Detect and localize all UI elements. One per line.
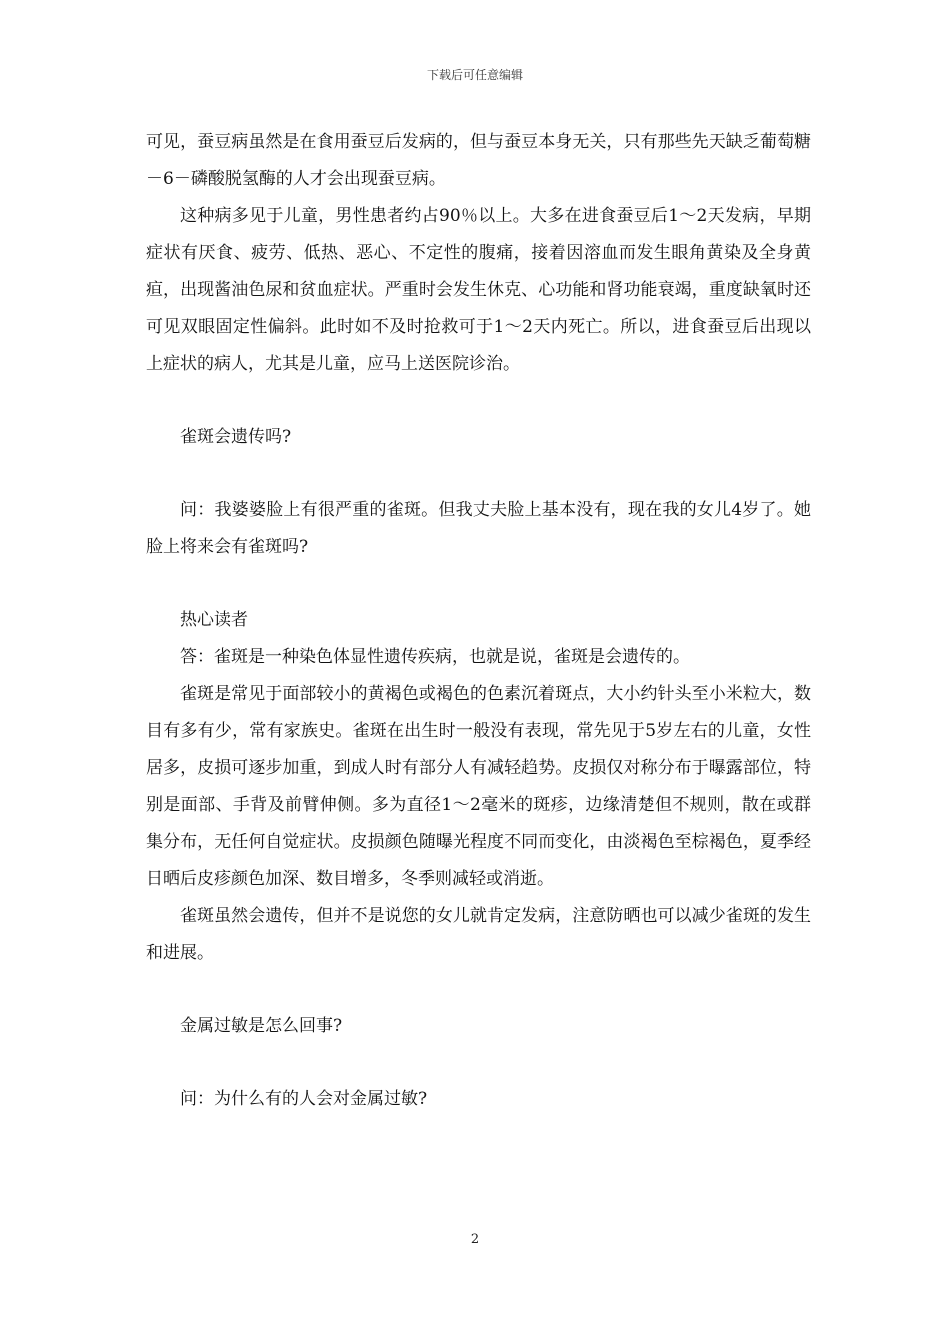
paragraph-favism-cause: 可见，蚕豆病虽然是在食用蚕豆后发病的，但与蚕豆本身无关，只有那些先天缺乏葡萄糖－6－磷酸脱氢酶的人才会出现蚕豆病。 xyxy=(146,132,811,189)
paragraph-favism-symptoms: 这种病多见于儿童，男性患者约占90％以上。大多在进食蚕豆后1～2天发病，早期症状有厌食、疲劳、低热、恶心、不定性的腹痛，接着因溶血而发生眼角黄染及全身黄疸，出现酱油色尿和贫血症状。严重时会发生休克、心功能和肾功能衰竭，重度缺氧时还可见双眼固定性偏斜。此时如不及时抢救可于1～2天内死亡。所以，进食蚕豆后出现以上症状的病人，尤其是儿童，应马上送医院诊治。 xyxy=(146,206,811,374)
reader-signature: 热心读者 xyxy=(180,610,248,630)
document-body xyxy=(146,124,811,1118)
heading-freckles-heredity: 雀斑会遗传吗? xyxy=(180,427,292,447)
heading-metal-allergy: 金属过敏是怎么回事? xyxy=(180,1016,343,1036)
paragraph-freckles-description: 雀斑是常见于面部较小的黄褐色或褐色的色素沉着斑点，大小约针头至小米粒大，数目有多有少，常有家族史。雀斑在出生时一般没有表现，常先见于5岁左右的儿童，女性居多，皮损可逐步加重，到成人时有部分人有减轻趋势。皮损仅对称分布于曝露部位，特别是面部、手背及前臂伸侧。多为直径1～2毫米的斑疹，边缘清楚但不规则，散在或群集分布，无任何自觉症状。皮损颜色随曝光程度不同而变化，由淡褐色至棕褐色，夏季经日晒后皮疹颜色加深、数目增多，冬季则减轻或消逝。 xyxy=(146,684,811,889)
question-freckles: 问：我婆婆脸上有很严重的雀斑。但我丈夫脸上基本没有，现在我的女儿4岁了。她脸上将来会有雀斑吗? xyxy=(146,500,811,557)
answer-freckles: 答：雀斑是一种染色体显性遗传疾病，也就是说，雀斑是会遗传的。 xyxy=(180,647,690,667)
page-number: 2 xyxy=(470,1232,480,1247)
question-metal-allergy: 问：为什么有的人会对金属过敏? xyxy=(180,1089,428,1109)
page-header: 下载后可任意编辑 xyxy=(426,68,523,82)
paragraph-freckles-advice: 雀斑虽然会遗传，但并不是说您的女儿就肯定发病，注意防晒也可以减少雀斑的发生和进展。 xyxy=(146,906,811,963)
